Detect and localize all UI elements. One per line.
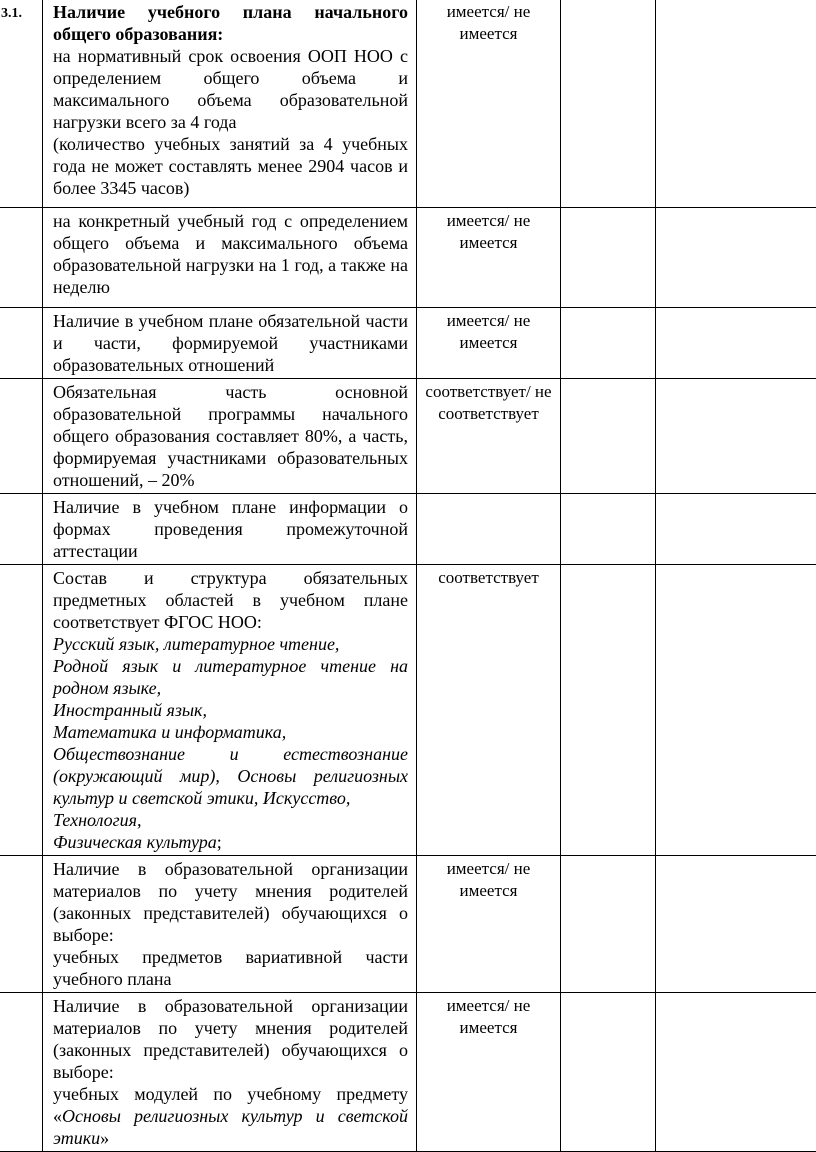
- empty-cell: [561, 856, 656, 993]
- subject-item: Математика и информатика,: [53, 722, 287, 742]
- criterion-text: на нормативный срок освоения ООП НОО с определением общего объема и максимального объема образовательной нагрузки всего за 4 года: [53, 46, 408, 132]
- empty-cell: [561, 308, 656, 379]
- subject-item: Русский язык, литературное чтение,: [53, 634, 340, 654]
- criterion-cell: [43, 993, 417, 1152]
- criterion-cell: на конкретный учебный год с определением общего объема и максимального объема образовательной нагрузки на 1 год, а также на неделю: [43, 208, 417, 308]
- empty-cell: [656, 308, 816, 379]
- subject-item-last: [53, 831, 408, 853]
- empty-cell: [561, 379, 656, 494]
- subject-item: Родной язык и литературное чтение на родном языке,: [53, 656, 408, 698]
- criterion-cell: [43, 0, 417, 208]
- criterion-note: (количество учебных занятий за 4 учебных года не может составлять менее 2904 часов и более 3345 часов): [53, 134, 408, 198]
- status-cell: имеется/ не имеется: [417, 856, 561, 993]
- empty-cell: [0, 993, 43, 1152]
- empty-cell: [656, 208, 816, 308]
- empty-cell: [0, 565, 43, 856]
- criterion-note: [53, 1083, 408, 1149]
- criterion-text: Наличие в образовательной организации материалов по учету мнения родителей (законных представителей) обучающихся о выборе:: [53, 996, 408, 1082]
- status-cell: имеется/ не имеется: [417, 0, 561, 208]
- subject-item: Физическая культура: [53, 832, 217, 852]
- empty-cell: [561, 0, 656, 208]
- empty-cell: [0, 494, 43, 565]
- criterion-heading: Наличие учебного плана начального общего образования:: [53, 2, 408, 44]
- subject-list-end: ;: [216, 832, 222, 852]
- subject-item: Технология,: [53, 810, 142, 830]
- status-cell: [417, 494, 561, 565]
- empty-cell: [656, 856, 816, 993]
- empty-cell: [0, 208, 43, 308]
- table-row: [0, 565, 816, 856]
- table-row: [0, 0, 816, 208]
- empty-cell: [0, 856, 43, 993]
- status-cell: имеется/ не имеется: [417, 993, 561, 1152]
- subject-item: Обществознание и естествознание (окружающий мир), Основы религиозных культур и светской этики, Искусство,: [53, 744, 408, 808]
- table-row: [0, 993, 816, 1152]
- criterion-text: Состав и структура обязательных предметных областей в учебном плане соответствует ФГОС НОО:: [53, 568, 408, 632]
- status-cell: имеется/ не имеется: [417, 308, 561, 379]
- criterion-note-close: »: [100, 1128, 110, 1148]
- empty-cell: [561, 208, 656, 308]
- empty-cell: [656, 565, 816, 856]
- empty-cell: [0, 308, 43, 379]
- criterion-cell: Наличие в учебном плане обязательной части и части, формируемой участниками образовательных отношений: [43, 308, 417, 379]
- criterion-text: Наличие в образовательной организации материалов по учету мнения родителей (законных представителей) обучающихся о выборе:: [53, 859, 408, 945]
- status-cell: имеется/ не имеется: [417, 208, 561, 308]
- criterion-cell: [43, 565, 417, 856]
- subject-item: Иностранный язык,: [53, 700, 207, 720]
- status-cell: соответствует/ не соответствует: [417, 379, 561, 494]
- status-cell: соответствует: [417, 565, 561, 856]
- table-row: [0, 208, 816, 308]
- criterion-note-italic: Основы религиозных культур и светской этики: [53, 1106, 408, 1148]
- table-row: [0, 856, 816, 993]
- empty-cell: [656, 379, 816, 494]
- empty-cell: [0, 379, 43, 494]
- empty-cell: [561, 993, 656, 1152]
- criterion-cell: Обязательная часть основной образовательной программы начального общего образования составляет 80%, а часть, формируемая участниками образовательных отношений, – 20%: [43, 379, 417, 494]
- section-number: 3.1.: [0, 0, 43, 208]
- criterion-cell: Наличие в учебном плане информации о формах проведения промежуточной аттестации: [43, 494, 417, 565]
- criterion-note-text: учебных модулей по учебному предмету «: [53, 1084, 408, 1126]
- empty-cell: [656, 993, 816, 1152]
- empty-cell: [561, 565, 656, 856]
- criterion-cell: [43, 856, 417, 993]
- table-row: [0, 308, 816, 379]
- criterion-note: учебных предметов вариативной части учебного плана: [53, 947, 408, 989]
- table-row: [0, 379, 816, 494]
- empty-cell: [561, 494, 656, 565]
- empty-cell: [656, 0, 816, 208]
- table-row: [0, 494, 816, 565]
- empty-cell: [656, 494, 816, 565]
